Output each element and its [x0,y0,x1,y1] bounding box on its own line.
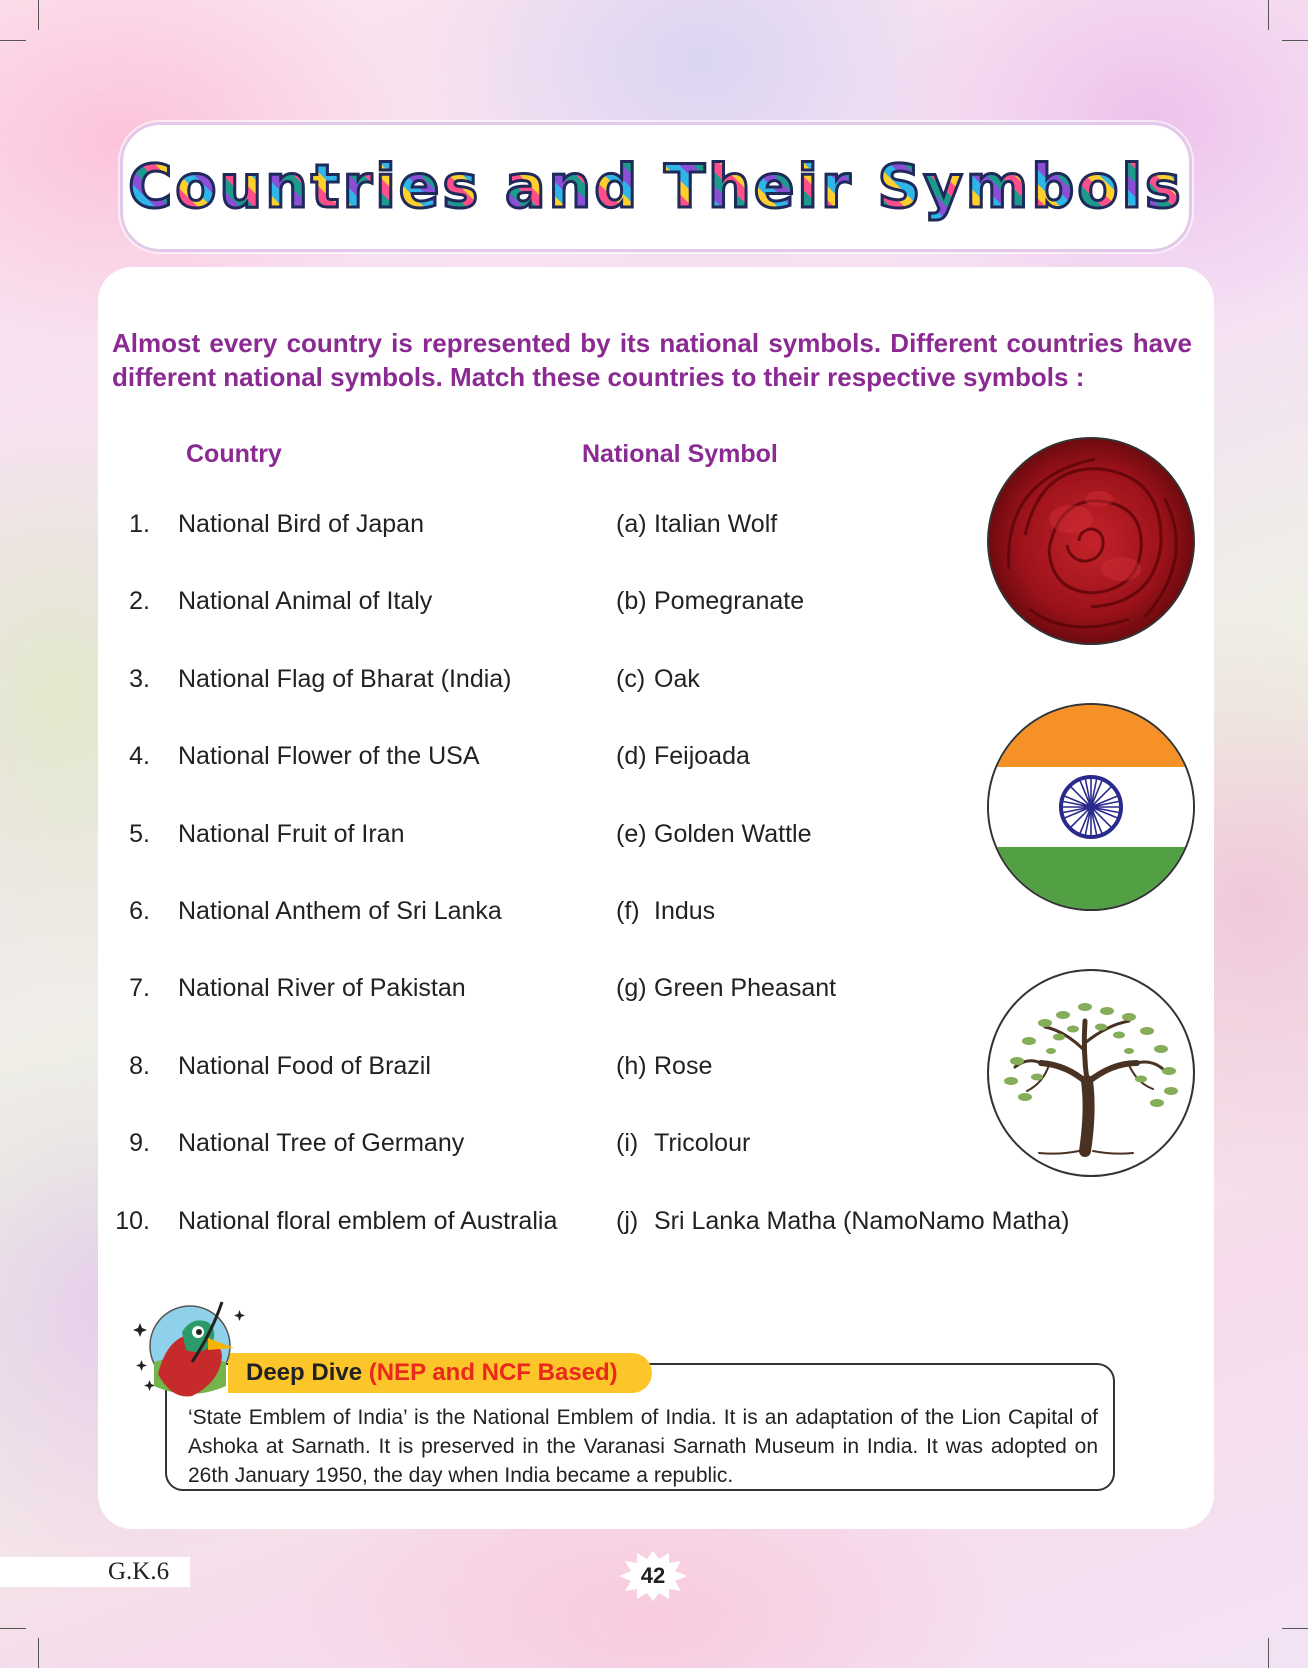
country-number: 5. [129,820,150,848]
country-number: 8. [129,1052,150,1080]
tree-image [987,969,1195,1177]
country-item: National Bird of Japan [178,510,424,538]
saffron-band [989,705,1193,767]
symbol-item: Tricolour [654,1129,751,1157]
symbol-item: Feijoada [654,742,750,770]
country-item: National Flag of Bharat (India) [178,665,512,693]
rose-icon [989,439,1193,643]
symbol-letter: (c) [616,665,646,693]
symbol-item: Golden Wattle [654,820,812,848]
crop-mark [1282,1628,1308,1629]
title-banner [120,122,1192,252]
country-number: 9. [129,1129,150,1157]
symbol-item: Oak [654,665,700,693]
indian-flag-image [987,703,1195,911]
country-item: National River of Pakistan [178,974,466,1002]
country-item: National Flower of the USA [178,742,480,770]
rose-image [987,437,1195,645]
symbol-letter: (a) [616,510,647,538]
symbol-letter: (d) [616,742,647,770]
symbol-item: Sri Lanka Matha (NamoNamo Matha) [654,1207,1070,1235]
symbol-letter: (h) [616,1052,647,1080]
tree-icon [989,971,1193,1175]
book-label: G.K.6 [0,1557,190,1587]
symbol-header: National Symbol [582,440,778,468]
page-title: Countries and Their Symbols [128,152,1184,222]
country-item: National Food of Brazil [178,1052,431,1080]
symbol-item: Green Pheasant [654,974,837,1002]
green-band [989,847,1193,909]
country-number: 2. [129,587,150,615]
symbol-item: Indus [654,897,716,925]
deep-dive-text: ‘State Emblem of India’ is the National Emblem of India. It is an adaptation of the Lion Capital of Ashoka at Sarnath. It is preserved in the Varanasi Sarnath Museum in India. It was adopted on 26th January 1950, the day when India became a republic. [188,1406,1098,1487]
symbol-item: Rose [654,1052,713,1080]
country-number: 6. [129,897,150,925]
country-item: National floral emblem of Australia [178,1207,558,1235]
country-number: 7. [129,974,150,1002]
crop-mark [1268,1638,1269,1668]
bird-mascot-icon [130,1292,250,1402]
country-number: 4. [129,742,150,770]
country-number: 3. [129,665,150,693]
intro-text: Almost every country is represented by its national symbols. Different countries have different national symbols. Match these countries to their respective symbols : [112,328,1192,392]
country-item: National Anthem of Sri Lanka [178,897,502,925]
crop-mark [38,1638,39,1668]
page-number: 42 [640,1563,666,1588]
country-item: National Tree of Germany [178,1129,465,1157]
symbol-item: Italian Wolf [654,510,778,538]
deep-dive-title: Deep Dive [246,1359,363,1386]
crop-mark [0,1628,26,1629]
symbol-letter: (f) [616,897,640,925]
crop-mark [1282,40,1308,41]
symbol-letter: (b) [616,587,647,615]
symbol-letter: (j) [616,1207,639,1235]
crop-mark [38,0,39,30]
country-number: 10. [115,1207,150,1235]
crop-mark [1268,0,1269,30]
symbol-letter: (i) [616,1129,639,1157]
crop-mark [0,40,26,41]
country-header: Country [186,440,282,468]
symbol-letter: (e) [616,820,647,848]
deep-dive-label [228,1353,652,1393]
symbol-item: Pomegranate [654,587,805,615]
ashoka-chakra-icon [1057,773,1125,841]
country-number: 1. [129,510,150,538]
deep-dive-accent: (NEP and NCF Based) [368,1359,618,1386]
country-item: National Fruit of Iran [178,820,405,848]
symbol-letter: (g) [616,974,647,1002]
country-item: National Animal of Italy [178,587,433,615]
